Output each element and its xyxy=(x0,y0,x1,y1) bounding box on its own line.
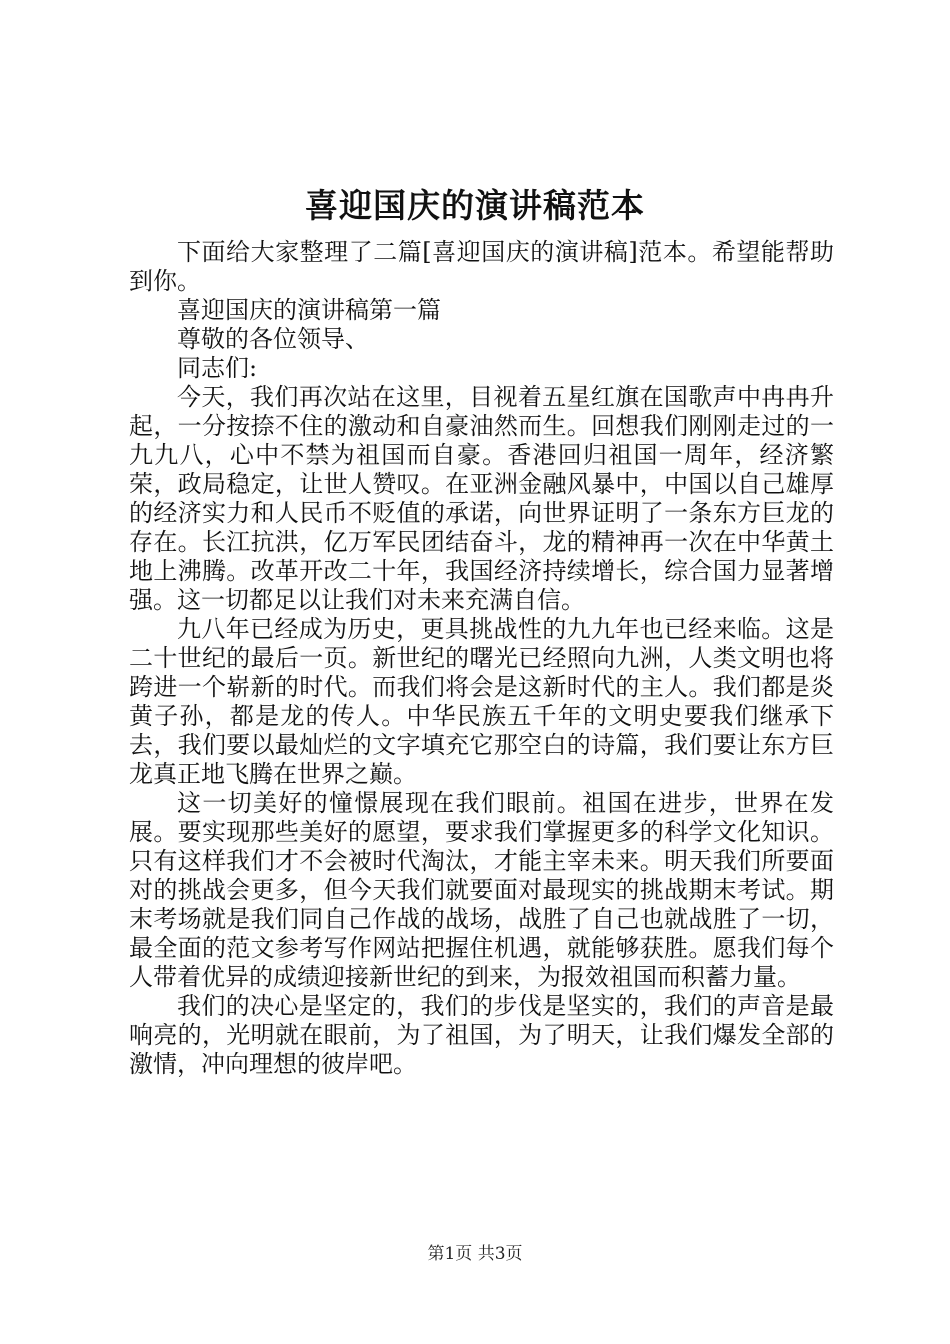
page-number-footer: 第1页 共3页 xyxy=(427,1244,523,1264)
document-title: 喜迎国庆的演讲稿范本 xyxy=(305,186,645,225)
document-body xyxy=(129,238,834,1079)
body-paragraph: 九八年已经成为历史，更具挑战性的九九年也已经来临。这是二十世纪的最后一页。新世纪的曙光已经照向九洲，人类文明也将跨进一个崭新的时代。而我们将会是这新时代的主人。我们都是炎黄子孙，都是龙的传人。中华民族五千年的文明史要我们继承下去，我们要以最灿烂的文字填充它那空白的诗篇，我们要让东方巨龙真正地飞腾在世界之巅。 xyxy=(129,615,834,788)
section-heading: 喜迎国庆的演讲稿第一篇 xyxy=(177,296,441,324)
body-paragraph: 这一切美好的憧憬展现在我们眼前。祖国在进步，世界在发展。要实现那些美好的愿望，要求我们掌握更多的科学文化知识。只有这样我们才不会被时代淘汰，才能主宰未来。明天我们所要面对的挑战会更多，但今天我们就要面对最现实的挑战期末考试。期末考场就是我们同自己作战的战场，战胜了自己也就战胜了一切，最全面的范文参考写作网站把握住机遇，就能够获胜。愿我们每个人带着优异的成绩迎接新世纪的到来，为报效祖国而积蓄力量。 xyxy=(129,789,834,991)
salutation-line: 尊敬的各位领导、 xyxy=(177,325,369,353)
intro-paragraph: 下面给大家整理了二篇[喜迎国庆的演讲稿]范本。希望能帮助到你。 xyxy=(129,238,834,295)
salutation-line: 同志们: xyxy=(177,354,258,382)
body-paragraph: 今天，我们再次站在这里，目视着五星红旗在国歌声中冉冉升起，一分按捺不住的激动和自豪油然而生。回想我们刚刚走过的一九九八，心中不禁为祖国而自豪。香港回归祖国一周年，经济繁荣，政局稳定，让世人赞叹。在亚洲金融风暴中，中国以自己雄厚的经济实力和人民币不贬值的承诺，向世界证明了一条东方巨龙的存在。长江抗洪，亿万军民团结奋斗，龙的精神再一次在中华黄土地上沸腾。改革开改二十年，我国经济持续增长，综合国力显著增强。这一切都足以让我们对未来充满自信。 xyxy=(129,383,834,614)
body-paragraph: 我们的决心是坚定的，我们的步伐是坚实的，我们的声音是最响亮的，光明就在眼前，为了祖国，为了明天，让我们爆发全部的激情，冲向理想的彼岸吧。 xyxy=(129,992,834,1078)
